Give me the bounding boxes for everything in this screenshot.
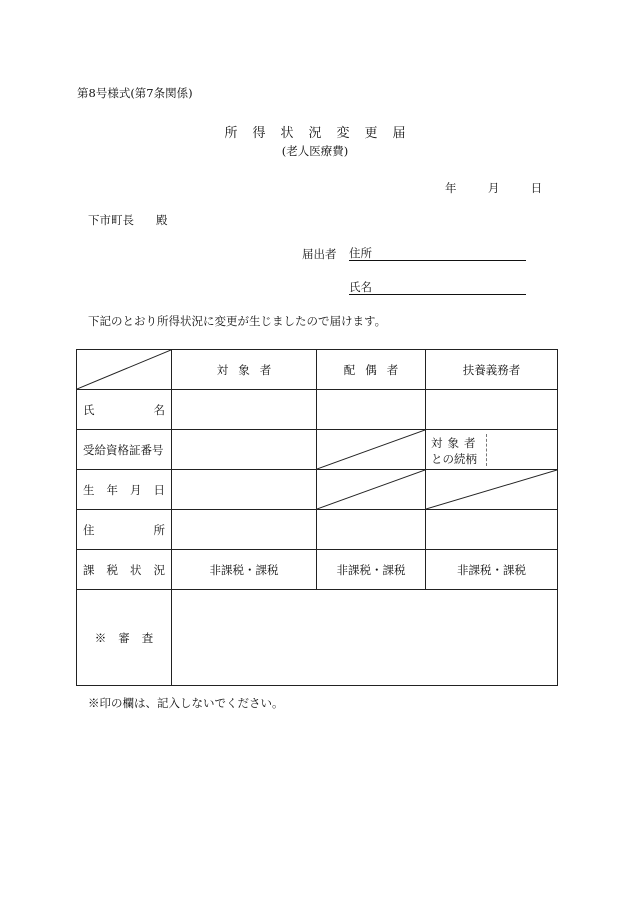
cell-review: [172, 590, 558, 686]
tax-option-subject[interactable]: 非課税・課税: [172, 550, 317, 590]
document-subtitle: (老人医療費): [281, 144, 349, 158]
footnote: ※印の欄は、記入しないでください。: [88, 696, 284, 710]
cell-birthdate-supporter-disabled: [426, 470, 558, 510]
table-row-birthdate: [77, 470, 558, 510]
table-row-tax-status: [77, 550, 558, 590]
cell-birthdate-spouse-disabled: [317, 470, 426, 510]
table-row-cert-number: [77, 430, 558, 470]
table-row-review: [77, 590, 558, 686]
header-subject: 対象者: [172, 350, 317, 390]
date-day-label: 日: [530, 181, 543, 195]
cell-name-spouse[interactable]: [317, 390, 426, 430]
row-label-address: 住 所: [77, 510, 172, 550]
header-corner-cell: [77, 350, 172, 390]
cell-cert-subject[interactable]: [172, 430, 317, 470]
cell-address-subject[interactable]: [172, 510, 317, 550]
cell-address-supporter[interactable]: [426, 510, 558, 550]
submitter-label: 届出者: [302, 247, 337, 261]
addressee-name: 下市町長: [88, 213, 134, 227]
form-table: [76, 349, 558, 686]
date-year-label: 年: [445, 181, 457, 195]
relationship-divider: [486, 434, 487, 466]
diagonal-line: [317, 470, 425, 509]
row-label-cert-number: 受給資格証番号: [77, 430, 172, 470]
row-label-review: [77, 590, 172, 686]
label-shi: 氏: [83, 402, 95, 417]
document-title: 所得状況変更届: [224, 126, 421, 141]
tax-option-spouse[interactable]: 非課税・課税: [317, 550, 426, 590]
form-number-label: 第8号様式(第7条関係): [77, 86, 193, 100]
label-mei: 名: [153, 402, 165, 417]
row-label-birthdate: 生 年 月 日: [77, 470, 172, 510]
date-month-label: 月: [487, 181, 500, 195]
table-header-row: [77, 350, 558, 390]
row-label-name: [77, 390, 172, 430]
cell-name-subject[interactable]: [172, 390, 317, 430]
diagonal-line: [317, 430, 425, 469]
cell-relationship[interactable]: [426, 430, 558, 470]
cell-address-spouse[interactable]: [317, 510, 426, 550]
addressee-honorific: 殿: [156, 213, 168, 227]
diagonal-line: [426, 470, 557, 509]
name-label: 氏名: [349, 280, 372, 294]
cell-birthdate-subject[interactable]: [172, 470, 317, 510]
review-mark: ※審査: [94, 630, 166, 645]
table-row-name: [77, 390, 558, 430]
statement-text: 下記のとおり所得状況に変更が生じましたので届けます。: [88, 314, 387, 328]
submitter-address-field[interactable]: [349, 245, 526, 261]
submitter-name-field[interactable]: [349, 279, 526, 295]
table-row-address: [77, 510, 558, 550]
diagonal-line: [77, 350, 171, 389]
header-spouse: 配偶者: [317, 350, 426, 390]
addressee: [88, 212, 168, 228]
relationship-label: 対象者 との続柄: [431, 436, 481, 466]
cell-cert-spouse-disabled: [317, 430, 426, 470]
tax-option-supporter[interactable]: 非課税・課税: [426, 550, 558, 590]
cell-name-supporter[interactable]: [426, 390, 558, 430]
date-line: [445, 180, 542, 196]
header-supporter: 扶養義務者: [426, 350, 558, 390]
address-label: 住所: [349, 246, 372, 260]
row-label-tax-status: 課 税 状 況: [77, 550, 172, 590]
